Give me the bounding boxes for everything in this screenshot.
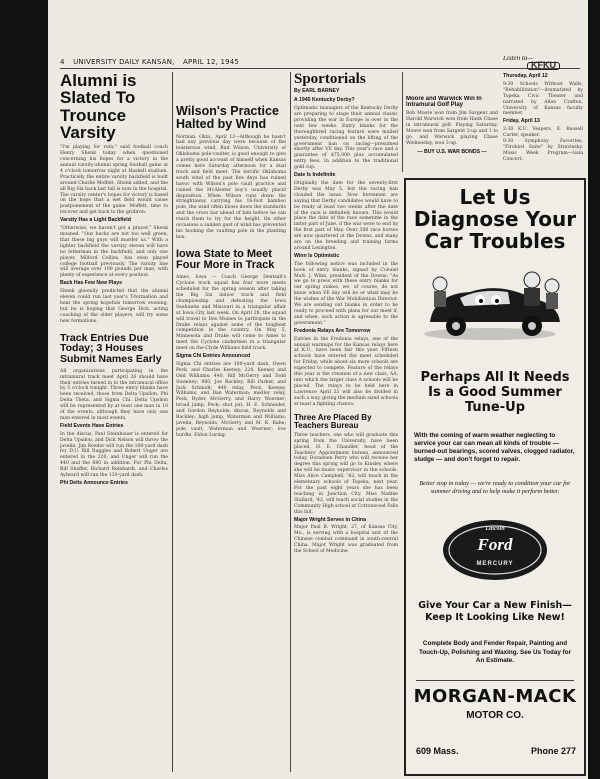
track-entries-headline: Track Entries Due Today; 3 Houses Submit Names Early [60, 331, 162, 365]
fredonia-body: Entries in the Fredonia relays, one of the annual warmups for the Kansas relays here at K.U., have been fair this year. Fifteen schools have entered the meet scheduled for Friday, while about six more schools are expected to compete. Feature of the relays this year is the creation of a new class, AA, into which the larger class A schools will be placed. The relays to be held here in Lawrence April 21 will also be divided in such a way, giving the medium sized schools at least a fighting chance. [294, 336, 398, 407]
sigma-chi-subhead: Sigma Chi Entries Announced [176, 353, 251, 360]
badge-brand-text: Ford [477, 535, 513, 554]
dealer-name: MORGAN-MACK [413, 686, 577, 707]
sportorials-byline: By EARL BARNEY [294, 88, 340, 95]
column-rule-2 [290, 72, 291, 772]
dealer-phone: Phone 277 [530, 746, 576, 756]
golf-body: Bob Moore won from Jim Sargent and Harold Warwick won from Hank Chase in intramural golf. Playing Saturday, Moore won from Sargent 2-up and 1 to go, and Warwick playing Chase Wednesday, won 3-up. [406, 111, 498, 146]
radio-header [503, 56, 583, 72]
track-subhead-1: Field Events Have Entries [60, 422, 124, 429]
sportorials-title: Sportorials [294, 72, 366, 87]
masthead-rule [60, 68, 580, 69]
ad-tagline-2: Give Your Car a New Finish— Keep It Looking Like New! [418, 600, 572, 623]
radio-item-3: 9:30 Symphony Favorites, "Firebird Suite" by Stravinsky. Music Week Program—Gala Concert. [503, 139, 583, 162]
radio-item-1: 9:30 Schools Without Walls, "Rehabilitation"—dramatized by Topeka Civic Theater and narrated by Allen Crafton, University of Kansas faculty member. [503, 81, 583, 117]
golf-headline: Moore and Warwick Win In Intramural Golf Play [406, 96, 482, 109]
issue-date: APRIL 12, 1945 [183, 58, 240, 66]
radio-day-2: Friday, April 13 [503, 118, 540, 125]
kfku-station-logo: KFKU [527, 62, 560, 70]
left-dark-margin [0, 0, 48, 779]
wilson-headline: Wilson's Practice Halted by Wind [176, 105, 279, 131]
fredonia-subhead: Fredonia Relays Are Tomorrow [294, 327, 371, 334]
column-rule-1 [172, 72, 173, 772]
dealer-address: 609 Mass. [416, 746, 459, 756]
teachers-headline: Three Are Placed By Teachers Bureau [294, 412, 372, 430]
dealer-sub: MOTOR CO. [466, 710, 524, 721]
date-subhead: Date Is Indefinite [294, 172, 336, 179]
page-number: 4 [60, 58, 65, 66]
war-bonds-footer: — BUY U.S. WAR BONDS — [417, 148, 487, 155]
radio-day-1: Thursday, April 12 [503, 73, 548, 79]
ad-body-2: Better stop in today — we're ready to condition your car for summer driving and to help make it perform better. [419, 480, 571, 495]
teachers-body: Three teachers, one who will graduate this spring from the University, have been placed, H. E. Chandler, head of the Teachers' Appointment bureau, announced today. Doradeen Perry who will receive her degree this spring will go to Kinsley where she will be music supervisor in the schools. Miss Alice Campbell, '42, will teach in the elementary schools of Topeka, next year. For the past eight years she has been teaching in Junction City. Miss Nadine Stallard, '42, will teach social studies in the Community High school at Cottonwood Falls this fall. [294, 432, 398, 515]
iowa-body: Ames, Iowa — Coach George Dentsall's Cyclone track squad has four more meets scheduled for the spring season after taking the Big Six indoor track and field championship and defeating the Iowa Seahawks and Missouri in a triangular affair at Iowa City last week. On April 28, the squad will travel to Des Moines to participate in the Drake relays against some of the toughest competition in the country. On May 5, Minnesota and Drake will come to Ames to meet the Cyclone cindermen in a triangular meet on the Clyde Williams field track. [176, 275, 286, 352]
column-rule-3 [402, 72, 403, 172]
alumni-body-2: "Otherwise, we haven't got a prayer," Shenk moaned. "Our backs are not too well green, that these big guys will murder us." With a lighter backfield the varsity eleven will have no letterman in the backfield, and only one player, Milford Collins, has even played college football previously. The varsity line will average over 190 pounds per man, with plenty of experience at every position. [60, 226, 168, 279]
iowa-state-headline: Iowa State to Meet Four More in Track [176, 247, 275, 272]
derby-body: Optimistic managers of the Kentucky Derby are preparing to stage their annual classic providing the war in Europe is over in the next few weeks. Entry blanks for the thoroughbred racing feature were mailed yesterday, conditioned on the lifting of the government ban on racing—presumed shortly after VE day. This year's race and a guarantee of $75,000 plus accumulated entry fees. In addition to the traditional gold cup. [294, 106, 398, 171]
alumni-subhead-1: Varsity Has a Light Backfield [60, 217, 131, 224]
track-body-2: In the discus, Paul Steinbauer is entered for Delta Upsilon, and Dick Nelson will throw the javelin. Jim Reeder will run the 100-yard dash for D.U. Bill Ruggles and Robert Unger are entered in the 220, and Unger will run the 440 and the 880 in addition. For Phi Delta, Bill Shaffer, Richard Reinhardt, and Charles Aylward will run the 120-yard dash. [60, 431, 168, 479]
paper-name: UNIVERSITY DAILY KANSAN, [73, 58, 175, 66]
badge-top-text: Lincoln [485, 526, 505, 532]
track-subhead-2: Phi Delts Announce Entries [60, 480, 128, 487]
right-dark-margin [588, 0, 600, 779]
ad-divider [416, 680, 574, 681]
ad-headline: Let Us Diagnose Your Car Troubles [413, 185, 577, 253]
alumni-body-1: "I'm playing for ruin," said football coach Henry Shenk today when questioned concerning his hopes for a victory in the annual varsity-alumni spring football game at 4 o'clock tomorrow night at Haskell stadium. Practically the entire varsity backfield is built around Charlie Moffett, Shenk added, and the all Big Six back last fall is now in the hospital. The varsity center's hopes for victory is based on the hope that a wet field would cause postponement of the game. Moffett, time to recover and get back to the gridiron. [60, 145, 168, 216]
wright-subhead: Major Wright Serves in China [294, 516, 366, 523]
winn-body: The following notice was included in the book of entry blanks, signed by Colonel Matt. J. Winn, president of the Downs: "As we go to press with these entry blanks for our spring stakes, we, of course, do not know when VE day will be or what may be the wishes of the War Mobilization Director. We are sending out blanks in order to be ready to proceed with plans for our meet if, and when, such action is agreeable to the government." [294, 261, 398, 326]
winn-subhead: Winn Is Optimistic [294, 252, 340, 259]
wright-body: Major Paul B. Wright, 27, of Kansas City, Mo., is serving with a hospital unit of the Chinese combat command in south-central China. Major Wright was graduated from the School of Medicine. [294, 525, 398, 555]
ad-body-3: Complete Body and Fender Repair, Painting and Touch-Up, Polishing and Waxing. See Us Today for An Estimate. [418, 640, 572, 664]
radio-item-2: 2:30 K.U. Vespers, E. Russell Carter, speaker. [503, 127, 583, 139]
alumni-body-3: Shenk gloomily predicted that the alumni eleven could run last year's T-formation and beat the spring hopefuls tomorrow evening, but he is hoping that George Dick, acting coaching of the older players, will try some new formations. [60, 289, 168, 324]
alumni-subhead-2: Back Has Few New Plays [60, 280, 122, 287]
wilson-body: Norman, Okla., April 12—Although he hasn't had any previous day were because of the boisterous wind, Bud Wilson, University of Oklahoma pole-vaulter, is good enough to give a pretty good account of himself when Kansas comes here Saturday afternoon for a dual track and field meet. The terrific Oklahoma south wind of the past five days has ruined havoc with Wilson's pole vault practice and ruined the McAlester boy's usually placid disposition. When Wilson runs down the straightaway carrying his 16-foot bamboo pole, the wind often blows down the standards and the cross bar ahead of him before he can reach them to try for the height. On other occasions a sudden gust of wind has prevented his hooking the vaulting pole in the planting box. [176, 134, 286, 240]
sigma-chi-body: Sigma Chi entries are 100-yard dash, Owen Peck, and Charles Keeney; 220, Keeney and Odd Williams; 440, Bill McGerry and Todd Sweeney; 880, Joe Backley, Bill Parker, and Jack Schmidt; 440 relay, Peck, Keeney, Williams, and Dan Waterman; medley relay, Peck, Ryder, McGerry, and Harry Woerner; broad jump, Peck; shot put, H. E. Schneider, and Gordon Reynolds; discus, Reynolds and Backley; high jump, Waterman and Williams; javelin, Reynolds, McGerry and M. K. Rahe; pole vault, Waterman and Woerner; low hurdle, Eldon Luring. [176, 361, 286, 438]
date-body: Originally the date for the seventy-first Derby was May 5, but the racing ban clouded the issue. Now horsemen are saying that Derby candidates would have to be ready at least two weeks after the date of the race is definitely known. This would place the date of the race sometime in the latter part of June, if the war were to end by the first part of May. Over 300 race horses are now quartered at the Downs, and many are on the breeding and training farms around Lexington. [294, 180, 398, 251]
column-1 [60, 72, 168, 772]
masthead [60, 58, 315, 66]
badge-bottom-text: MERCURY [476, 561, 514, 567]
alumni-headline: Alumni is Slated To Trounce Varsity [60, 72, 137, 142]
radio-listing [503, 56, 583, 176]
morgan-mack-ad [404, 178, 586, 776]
cartoon-car-illustration [420, 264, 570, 344]
ad-tagline-1: Perhaps All It Needs Is a Good Summer Tune-Up [420, 370, 570, 415]
derby-subhead: A 1945 Kentucky Derby? [294, 97, 355, 104]
track-body-1: All organizations participating in the intramural track meet April 26 should have their entries turned in to the intramural office by 5 o'clock tonight. Three entry blanks have been received, those from Delta Upsilon, Phi Delta Theta, and Sigma Chi. Delta Upsilon will be represented by at least one man in 10 of the events, although they have only one man entered in most events. [60, 368, 168, 421]
column-3 [294, 72, 398, 772]
column-2 [176, 105, 286, 772]
golf-box [406, 96, 498, 176]
newspaper-page [48, 0, 588, 779]
listen-to-label: Listen to— [503, 56, 534, 62]
ad-body-1: With the coming of warm weather neglecting to service your car can mean all kinds of trouble — burned-out bearings, scored valves, clogged radiator, sludge — and don't forget to repair. [414, 432, 575, 463]
